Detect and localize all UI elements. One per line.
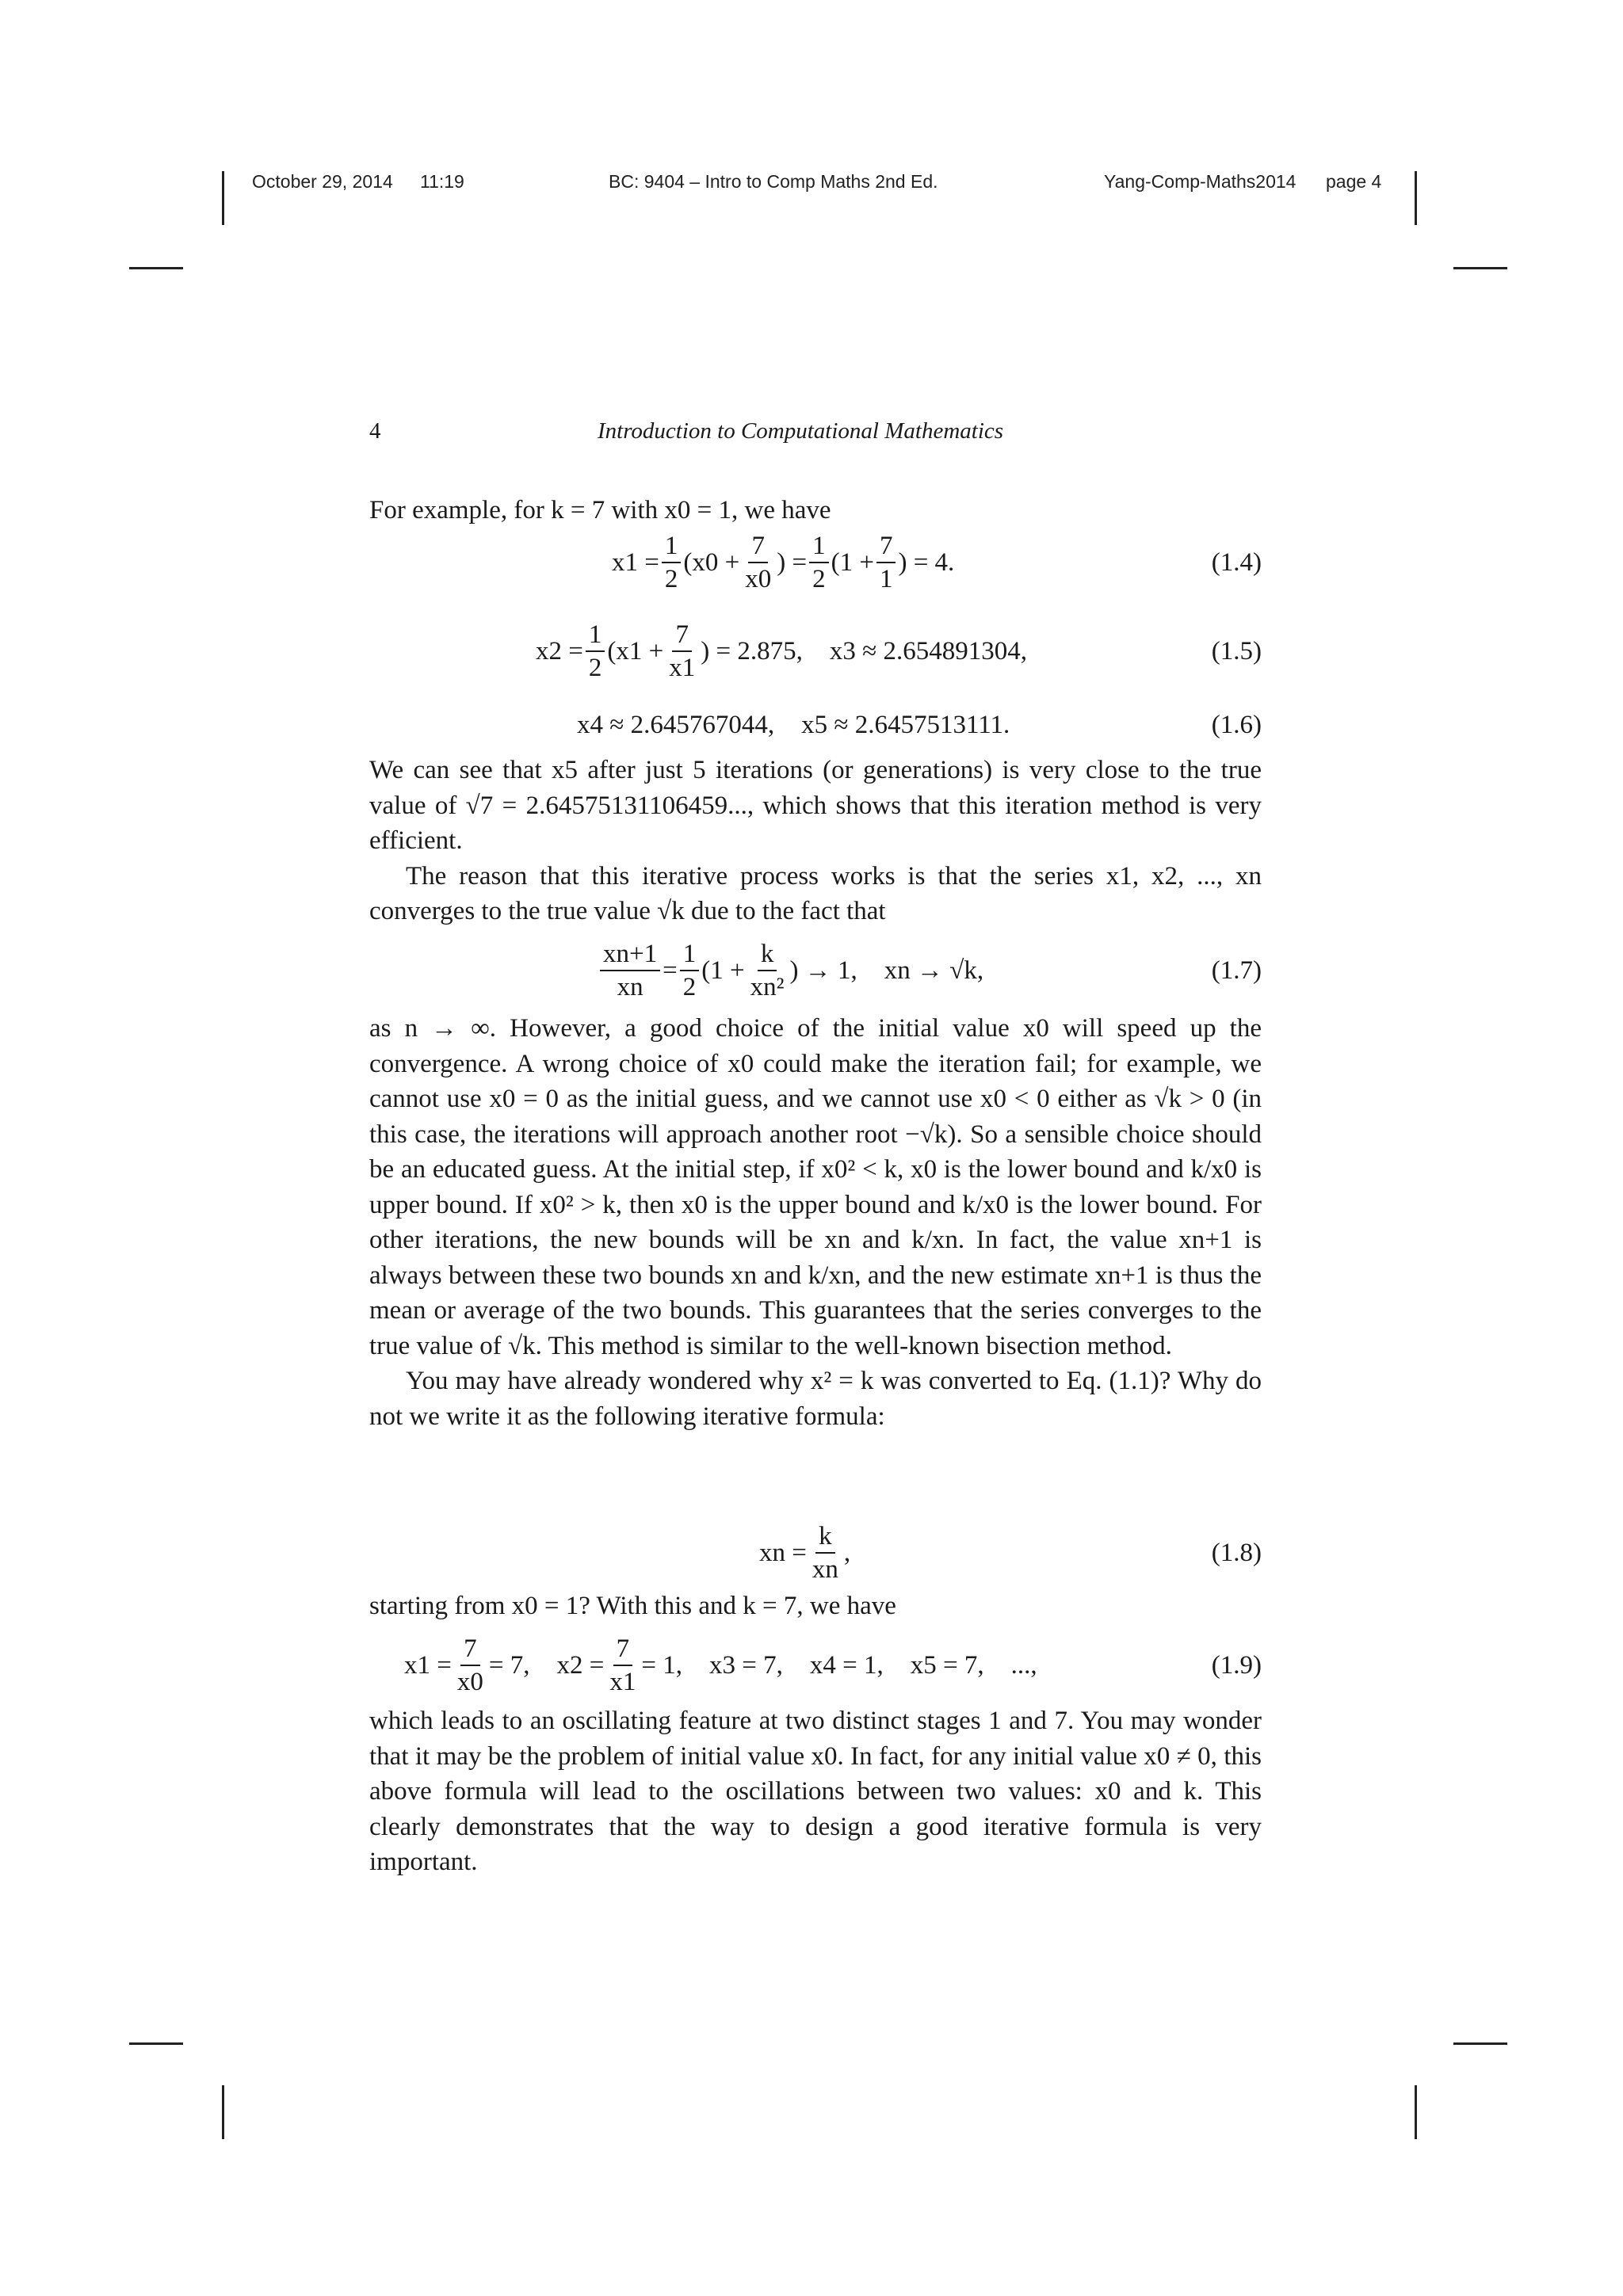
eq17-k-fraction: [747, 940, 788, 1002]
eq14-lhs: x1 =: [612, 547, 659, 577]
eq17-mid2: (1 +: [701, 955, 745, 985]
crop-mark-top-left-horizontal: [129, 267, 183, 269]
eq19-rhs1: = 7,: [488, 1650, 530, 1680]
eq19-fraction-2: [606, 1634, 639, 1697]
eq15-half-num: 1: [586, 620, 605, 652]
paragraph-alternative-formula: You may have already wondered why x² = k was converted to Eq. (1.1)? Why do not we write it as the following iterative formula:: [369, 1367, 1262, 1431]
eq19-lhs1: x1 =: [404, 1650, 452, 1680]
equation-number-1-5: (1.5): [1211, 636, 1262, 666]
eq15-frac1-num: 7: [672, 620, 692, 652]
eq14-mid2: ) =: [777, 547, 808, 577]
eq17-half-num: 1: [680, 940, 700, 971]
slug-page-label: page 4: [1326, 171, 1382, 192]
eq14-half-den: 2: [664, 565, 678, 593]
paragraph-starting: starting from x0 = 1? With this and k = 7, we have: [369, 1592, 896, 1620]
crop-mark-bottom-left-vertical: [222, 2085, 224, 2139]
paragraph-7-block: [369, 1703, 1262, 1880]
equation-number-1-4: (1.4): [1211, 547, 1262, 577]
eq14-frac2-den: 1: [879, 565, 893, 593]
eq15-tail: ) = 2.875,: [701, 636, 803, 666]
eq19-dots: ...,: [1010, 1650, 1037, 1680]
paragraph-intro: For example, for k = 7 with x0 = 1, we have: [369, 496, 831, 524]
paragraphs-2-3-block: [369, 753, 1262, 929]
eq14-frac1-den: x0: [745, 565, 772, 593]
eq19-frac1-num: 7: [460, 1634, 480, 1666]
eq19-x5: x5 = 7,: [910, 1650, 984, 1680]
eq19-frac2-den: x1: [609, 1668, 636, 1696]
slug-book-title: BC: 9404 – Intro to Comp Maths 2nd Ed.: [609, 171, 938, 192]
eq17-ratio-den: xn: [617, 973, 643, 1001]
eq16-first: x4 ≈ 2.645767044,: [577, 710, 775, 739]
crop-mark-top-right-vertical: [1415, 171, 1417, 225]
eq19-x3: x3 = 7,: [709, 1650, 783, 1680]
eq19-x4: x4 = 1,: [809, 1650, 884, 1680]
eq14-frac2-num: 7: [876, 532, 896, 563]
equation-number-1-9: (1.9): [1211, 1650, 1262, 1680]
eq17-limit: xn → √k,: [884, 955, 984, 985]
eq18-frac-num: k: [815, 1522, 835, 1554]
eq19-lhs2: x2 =: [556, 1650, 605, 1680]
equation-number-1-8: (1.8): [1211, 1538, 1262, 1567]
paragraph-reason: The reason that this iterative process works is that the series x1, x2, ..., xn converges to the true value √k due to the fact that: [369, 861, 1262, 925]
paragraph-efficiency: We can see that x5 after just 5 iterations (or generations) is very close to the true value of √7 = 2.64575131106459..., which shows that this iteration method is very efficient.: [369, 756, 1262, 855]
eq14-frac1-num: 7: [748, 532, 768, 563]
crop-mark-bottom-right-vertical: [1415, 2085, 1417, 2139]
eq14-half2-den: 2: [812, 565, 826, 593]
eq15-mid1: (x1 +: [607, 636, 664, 666]
slug-file-name: Yang-Comp-Maths2014: [1104, 171, 1296, 192]
equation-1-6: [369, 701, 1262, 749]
paragraphs-4-5-block: [369, 1011, 1262, 1434]
eq15-half-den: 2: [588, 654, 602, 682]
eq14-half-num: 1: [662, 532, 682, 563]
eq14-mid3: (1 +: [831, 547, 874, 577]
eq15-second: x3 ≈ 2.654891304,: [829, 636, 1027, 666]
eq19-frac1-den: x0: [456, 1668, 483, 1696]
equation-1-4: [369, 523, 1262, 602]
eq17-mid1: =: [663, 955, 678, 985]
running-head-page-number: 4: [369, 418, 381, 444]
eq18-tail: ,: [843, 1538, 851, 1567]
running-head-title: Introduction to Computational Mathematics: [598, 418, 1004, 444]
eq14-half2-num: 1: [809, 532, 829, 563]
eq17-half-fraction: [680, 940, 700, 1002]
eq14-half-fraction-2: [809, 532, 829, 594]
crop-mark-bottom-left-horizontal: [129, 2042, 183, 2045]
eq17-k-den: xn²: [750, 973, 785, 1001]
eq17-tail: ) → 1,: [789, 955, 857, 985]
crop-mark-top-right-horizontal: [1453, 267, 1507, 269]
crop-mark-top-left-vertical: [222, 171, 224, 225]
eq15-lhs: x2 =: [536, 636, 583, 666]
eq18-frac-den: xn: [812, 1555, 838, 1584]
eq17-k-num: k: [758, 940, 777, 971]
eq15-frac1-den: x1: [669, 654, 696, 682]
eq16-second: x5 ≈ 2.6457513111.: [801, 710, 1010, 739]
eq14-fraction-2: [876, 532, 896, 594]
eq14-tail: ) = 4.: [898, 547, 955, 577]
crop-mark-bottom-right-horizontal: [1453, 2042, 1507, 2045]
eq17-ratio-num: xn+1: [600, 940, 660, 971]
eq14-half-fraction: [662, 532, 682, 594]
eq19-frac2-num: 7: [613, 1634, 633, 1666]
paragraph-6-block: [369, 1589, 1262, 1624]
eq14-mid1: (x0 +: [683, 547, 740, 577]
eq19-rhs2: = 1,: [641, 1650, 682, 1680]
slug-time: 11:19: [420, 171, 464, 192]
eq18-fraction: [809, 1522, 842, 1585]
paragraph-initial-value: as n → ∞. However, a good choice of the initial value x0 will speed up the convergence. A wrong choice of x0 could make the iteration fail; for example, we cannot use x0 = 0 as the initial guess, and we cannot use x0 < 0 either as √k > 0 (in this case, the iterations will approach another root −√k). So a sensible choice should be an educated guess. At the initial step, if x0² < k, x0 is the lower bound and k/x0 is upper bound. If x0² > k, then x0 is the upper bound and k/x0 is the lower bound. For other iterations, the new bounds will be xn and k/xn. In fact, the value xn+1 is always between these two bounds xn and k/xn, and the new estimate xn+1 is thus the mean or average of the two bounds. This guarantees that the series converges to the true value of √k. This method is similar to the well-known bisection method.: [369, 1014, 1262, 1360]
slug-date: October 29, 2014: [252, 171, 393, 192]
equation-1-5: [369, 612, 1262, 691]
eq17-half-den: 2: [682, 973, 697, 1001]
eq17-ratio-fraction: [600, 940, 660, 1002]
eq18-lhs: xn =: [759, 1538, 807, 1567]
equation-number-1-6: (1.6): [1211, 710, 1262, 739]
equation-1-9: [369, 1626, 1262, 1705]
equation-number-1-7: (1.7): [1211, 955, 1262, 985]
eq15-half-fraction: [586, 620, 605, 683]
eq15-fraction-1: [666, 620, 698, 683]
equation-1-7: [369, 931, 1262, 1010]
equation-1-8: [369, 1513, 1262, 1592]
eq14-fraction-1: [742, 532, 774, 594]
paragraph-oscillation: which leads to an oscillating feature at two distinct stages 1 and 7. You may wonder that it may be the problem of initial value x0. In fact, for any initial value x0 ≠ 0, this above formula will lead to the oscillations between two values: x0 and k. This clearly demonstrates that the way to design a good iterative formula is very important.: [369, 1707, 1262, 1876]
eq19-fraction-1: [454, 1634, 487, 1697]
